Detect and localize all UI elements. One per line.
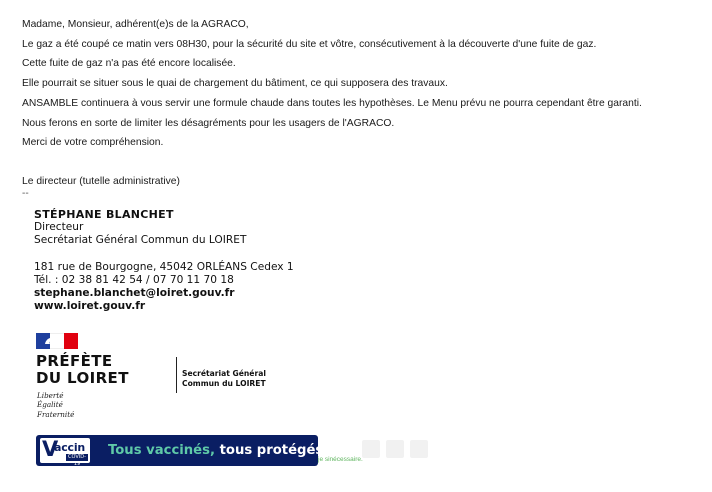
logo-title-line1: PRÉFÈTE	[36, 352, 113, 370]
email-body	[22, 15, 702, 192]
prefecture-logo	[36, 333, 326, 428]
message-line: Cette fuite de gaz n'a pas été encore localisée.	[22, 58, 236, 70]
marianne-icon	[42, 336, 58, 346]
signer-name: STÉPHANE BLANCHET	[34, 208, 174, 221]
signer-phone: Tél. : 02 38 81 42 54 / 07 70 11 70 18	[34, 273, 234, 286]
website-link[interactable]: www.loiret.gouv.fr	[34, 300, 146, 313]
logo-service-line1: Secrétariat Général	[182, 369, 266, 378]
faint-footer-text: je sinécessaire.	[318, 456, 363, 463]
logo-title	[36, 353, 129, 387]
message-line: ANSAMBLE continuera à vous servir une formule chaude dans toutes les hypothèses. Le Menu prévu ne pourra cependant être garanti.	[22, 97, 642, 109]
badge-subtext: COVID-19	[66, 454, 88, 461]
faded-icon	[410, 440, 428, 458]
faded-icon	[362, 440, 380, 458]
logo-service	[182, 369, 266, 389]
signer-address: 181 rue de Bourgogne, 45042 ORLÉANS Cedex 1	[34, 260, 294, 273]
message-line: Merci de votre compréhension.	[22, 137, 164, 149]
message-line: Elle pourrait se situer sous le quai de chargement du bâtiment, ce qui supposera des travaux.	[22, 78, 448, 90]
faded-icons	[362, 440, 452, 462]
signer-department: Secrétariat Général Commun du LOIRET	[34, 234, 247, 247]
french-flag-icon	[36, 333, 78, 349]
motto-word: Égalité	[37, 400, 63, 410]
logo-title-line2: DU LOIRET	[36, 369, 129, 387]
vaccination-banner[interactable]	[36, 435, 329, 467]
checkmark-v-icon: V	[42, 437, 59, 461]
slogan-highlight: Tous vaccinés,	[108, 443, 215, 458]
signature-separator: --	[22, 188, 29, 199]
greeting: Madame, Monsieur, adhérent(e)s de la AGRACO,	[22, 19, 249, 30]
slogan-rest: tous protégés.	[214, 443, 329, 458]
motto-word: Liberté	[37, 391, 64, 400]
signer-title: Directeur	[34, 221, 84, 234]
logo-service-line2: Commun du LOIRET	[182, 379, 266, 388]
message-line: Nous ferons en sorte de limiter les désagréments pour les usagers de l'AGRACO.	[22, 117, 395, 129]
email-link[interactable]: stephane.blanchet@loiret.gouv.fr	[34, 287, 235, 300]
badge-text: accin	[54, 441, 86, 454]
email-signature	[34, 208, 294, 313]
republic-motto	[37, 391, 74, 419]
motto-word: Fraternité	[37, 409, 75, 419]
banner-slogan	[108, 441, 328, 460]
faded-icon	[386, 440, 404, 458]
closing-line: Le directeur (tutelle administrative)	[22, 176, 180, 188]
logo-divider	[176, 357, 177, 393]
message-line: Le gaz a été coupé ce matin vers 08H30, pour la sécurité du site et vôtre, consécutivement à la découverte d'une fuite de gaz.	[22, 38, 597, 50]
vaccin-covid-badge	[40, 437, 90, 467]
